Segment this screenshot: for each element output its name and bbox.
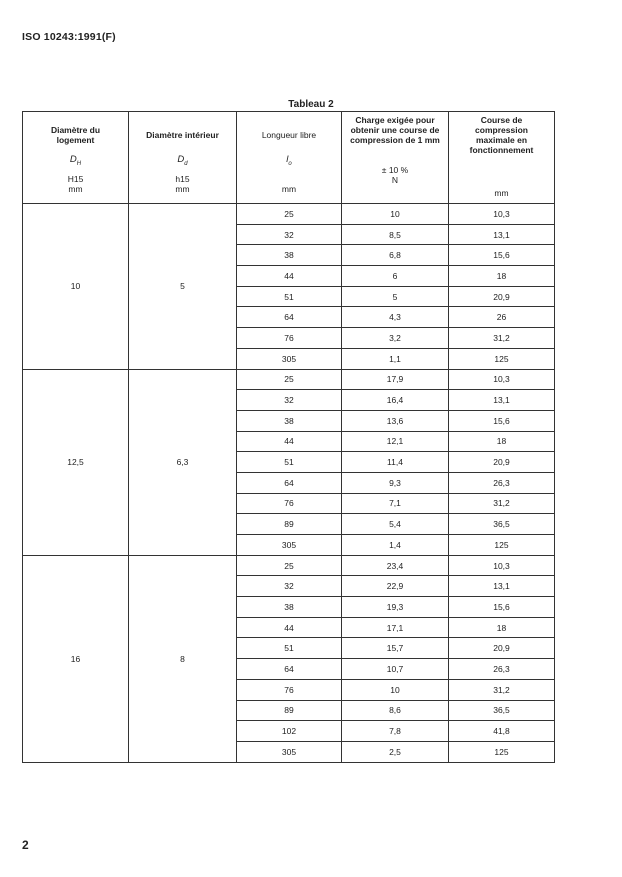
cell-load: 1,4 (342, 535, 449, 556)
cell-free-length: 64 (237, 472, 342, 493)
cell-free-length: 44 (237, 617, 342, 638)
cell-max-travel: 36,5 (449, 700, 555, 721)
cell-load: 15,7 (342, 638, 449, 659)
cell-max-travel: 13,1 (449, 390, 555, 411)
cell-load: 7,1 (342, 493, 449, 514)
cell-max-travel: 36,5 (449, 514, 555, 535)
header-label: Diamètre intérieur (146, 130, 219, 140)
cell-max-travel: 10,3 (449, 204, 555, 225)
header-label: Charge exigée pour obtenir une course de compression de 1 mm (350, 115, 440, 145)
header-label: Diamètre du logement (50, 125, 101, 145)
cell-load: 13,6 (342, 410, 449, 431)
header-unit: N (391, 175, 399, 185)
cell-free-length: 44 (237, 266, 342, 287)
cell-free-length: 305 (237, 348, 342, 369)
cell-load: 17,1 (342, 617, 449, 638)
table-row (23, 204, 555, 225)
cell-max-travel: 10,3 (449, 369, 555, 390)
cell-max-travel: 13,1 (449, 224, 555, 245)
cell-max-travel: 13,1 (449, 576, 555, 597)
cell-load: 12,1 (342, 431, 449, 452)
cell-max-travel: 125 (449, 535, 555, 556)
cell-free-length: 51 (237, 286, 342, 307)
cell-load: 17,9 (342, 369, 449, 390)
table-body (23, 204, 555, 763)
cell-load: 6,8 (342, 245, 449, 266)
cell-housing-diameter: 12,5 (23, 369, 129, 555)
cell-max-travel: 18 (449, 617, 555, 638)
cell-max-travel: 15,6 (449, 245, 555, 266)
cell-load: 8,5 (342, 224, 449, 245)
cell-free-length: 51 (237, 452, 342, 473)
cell-max-travel: 125 (449, 741, 555, 762)
header-symbol: $D_H$ (69, 154, 82, 167)
header-label: Longueur libre (261, 130, 317, 140)
cell-load: 11,4 (342, 452, 449, 473)
header-load (342, 112, 449, 204)
cell-free-length: 102 (237, 721, 342, 742)
cell-free-length: 89 (237, 514, 342, 535)
cell-load: 5,4 (342, 514, 449, 535)
header-inner-diameter (129, 112, 237, 204)
cell-max-travel: 125 (449, 348, 555, 369)
cell-max-travel: 41,8 (449, 721, 555, 742)
cell-free-length: 25 (237, 369, 342, 390)
cell-load: 1,1 (342, 348, 449, 369)
header-unit: mm (68, 183, 83, 194)
table-title: Tableau 2 (288, 99, 334, 110)
cell-max-travel: 31,2 (449, 328, 555, 349)
cell-load: 22,9 (342, 576, 449, 597)
cell-load: 10 (342, 204, 449, 225)
cell-max-travel: 20,9 (449, 286, 555, 307)
cell-max-travel: 26,3 (449, 659, 555, 680)
cell-load: 3,2 (342, 328, 449, 349)
cell-inner-diameter: 5 (129, 204, 237, 370)
cell-load: 10 (342, 679, 449, 700)
header-housing-diameter (23, 112, 129, 204)
header-unit: mm (494, 188, 509, 198)
cell-free-length: 305 (237, 741, 342, 762)
cell-load: 8,6 (342, 700, 449, 721)
cell-max-travel: 31,2 (449, 679, 555, 700)
cell-free-length: 89 (237, 700, 342, 721)
cell-load: 7,8 (342, 721, 449, 742)
cell-free-length: 25 (237, 204, 342, 225)
cell-load: 6 (342, 266, 449, 287)
cell-max-travel: 18 (449, 431, 555, 452)
header-tolerance: H15 (67, 173, 84, 184)
table-row (23, 555, 555, 576)
cell-max-travel: 20,9 (449, 638, 555, 659)
cell-free-length: 38 (237, 597, 342, 618)
header-symbol: $l_o$ (286, 154, 292, 167)
cell-inner-diameter: 6,3 (129, 369, 237, 555)
header-symbol: $D_d$ (177, 154, 188, 167)
cell-free-length: 76 (237, 328, 342, 349)
cell-load: 5 (342, 286, 449, 307)
cell-housing-diameter: 10 (23, 204, 129, 370)
cell-free-length: 38 (237, 245, 342, 266)
header-tolerance: h15 (175, 173, 190, 184)
cell-free-length: 51 (237, 638, 342, 659)
cell-max-travel: 26 (449, 307, 555, 328)
cell-housing-diameter: 16 (23, 555, 129, 762)
cell-load: 2,5 (342, 741, 449, 762)
spring-spec-table (22, 111, 555, 763)
cell-free-length: 38 (237, 410, 342, 431)
cell-max-travel: 15,6 (449, 597, 555, 618)
cell-load: 4,3 (342, 307, 449, 328)
cell-free-length: 64 (237, 659, 342, 680)
cell-free-length: 305 (237, 535, 342, 556)
table-row (23, 369, 555, 390)
cell-max-travel: 20,9 (449, 452, 555, 473)
header-max-travel (449, 112, 555, 204)
cell-max-travel: 31,2 (449, 493, 555, 514)
document-header: ISO 10243:1991(F) (22, 31, 116, 43)
cell-free-length: 44 (237, 431, 342, 452)
cell-load: 9,3 (342, 472, 449, 493)
cell-load: 10,7 (342, 659, 449, 680)
cell-free-length: 64 (237, 307, 342, 328)
cell-free-length: 32 (237, 224, 342, 245)
cell-load: 23,4 (342, 555, 449, 576)
header-unit: mm (281, 183, 297, 194)
table-header-row (23, 112, 555, 204)
cell-load: 16,4 (342, 390, 449, 411)
cell-free-length: 32 (237, 390, 342, 411)
cell-max-travel: 26,3 (449, 472, 555, 493)
header-label: Course de compression maximale en fonctionnement (469, 115, 534, 155)
header-tolerance: ± 10 % (381, 165, 409, 175)
cell-max-travel: 10,3 (449, 555, 555, 576)
header-free-length (237, 112, 342, 204)
cell-free-length: 32 (237, 576, 342, 597)
page-number: 2 (22, 838, 29, 852)
cell-free-length: 25 (237, 555, 342, 576)
cell-max-travel: 18 (449, 266, 555, 287)
cell-load: 19,3 (342, 597, 449, 618)
cell-free-length: 76 (237, 679, 342, 700)
cell-free-length: 76 (237, 493, 342, 514)
cell-max-travel: 15,6 (449, 410, 555, 431)
header-unit: mm (175, 183, 190, 194)
cell-inner-diameter: 8 (129, 555, 237, 762)
